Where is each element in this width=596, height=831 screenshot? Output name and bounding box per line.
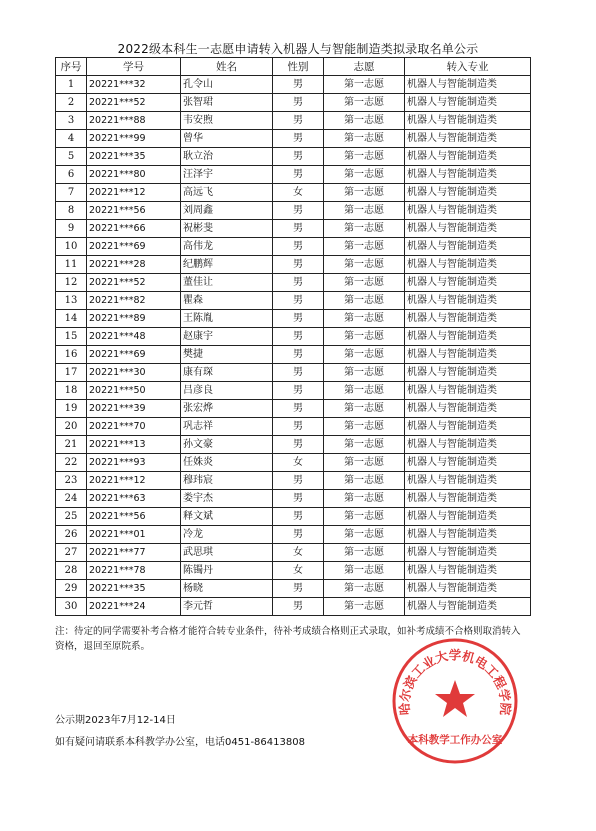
table-row <box>56 76 531 94</box>
target-major-cell: 机器人与智能制造类 <box>405 274 531 292</box>
student-id-cell: 20221***93 <box>87 454 181 472</box>
gender-cell: 男 <box>273 310 324 328</box>
table-row <box>56 130 531 148</box>
student-id-cell: 20221***56 <box>87 202 181 220</box>
preference-cell: 第一志愿 <box>324 94 405 112</box>
target-major-cell: 机器人与智能制造类 <box>405 76 531 94</box>
table-row <box>56 328 531 346</box>
row-index-cell: 29 <box>56 580 87 598</box>
preference-cell: 第一志愿 <box>324 580 405 598</box>
target-major-cell: 机器人与智能制造类 <box>405 364 531 382</box>
gender-cell: 男 <box>273 436 324 454</box>
student-name-cell: 董佳让 <box>181 274 273 292</box>
row-index-cell: 7 <box>56 184 87 202</box>
header-preference: 志愿 <box>324 58 405 76</box>
student-name-cell: 任姝炎 <box>181 454 273 472</box>
table-row <box>56 310 531 328</box>
table-row <box>56 472 531 490</box>
student-name-cell: 释文斌 <box>181 508 273 526</box>
student-name-cell: 巩志祥 <box>181 418 273 436</box>
preference-cell: 第一志愿 <box>324 166 405 184</box>
student-name-cell: 孔令山 <box>181 76 273 94</box>
gender-cell: 男 <box>273 292 324 310</box>
row-index-cell: 19 <box>56 400 87 418</box>
preference-cell: 第一志愿 <box>324 346 405 364</box>
preference-cell: 第一志愿 <box>324 76 405 94</box>
student-id-cell: 20221***13 <box>87 436 181 454</box>
gender-cell: 男 <box>273 238 324 256</box>
student-id-cell: 20221***50 <box>87 382 181 400</box>
target-major-cell: 机器人与智能制造类 <box>405 580 531 598</box>
preference-cell: 第一志愿 <box>324 202 405 220</box>
student-name-cell: 王陈胤 <box>181 310 273 328</box>
student-name-cell: 武思琪 <box>181 544 273 562</box>
gender-cell: 男 <box>273 94 324 112</box>
preference-cell: 第一志愿 <box>324 454 405 472</box>
row-index-cell: 13 <box>56 292 87 310</box>
target-major-cell: 机器人与智能制造类 <box>405 238 531 256</box>
student-id-cell: 20221***01 <box>87 526 181 544</box>
row-index-cell: 8 <box>56 202 87 220</box>
row-index-cell: 3 <box>56 112 87 130</box>
target-major-cell: 机器人与智能制造类 <box>405 454 531 472</box>
header-index: 序号 <box>56 58 87 76</box>
preference-cell: 第一志愿 <box>324 418 405 436</box>
student-name-cell: 纪鹏辉 <box>181 256 273 274</box>
student-name-cell: 刘周鑫 <box>181 202 273 220</box>
table-row <box>56 508 531 526</box>
row-index-cell: 4 <box>56 130 87 148</box>
preference-cell: 第一志愿 <box>324 526 405 544</box>
student-name-cell: 康有琛 <box>181 364 273 382</box>
preference-cell: 第一志愿 <box>324 274 405 292</box>
gender-cell: 男 <box>273 580 324 598</box>
row-index-cell: 16 <box>56 346 87 364</box>
student-name-cell: 赵康宇 <box>181 328 273 346</box>
preference-cell: 第一志愿 <box>324 382 405 400</box>
target-major-cell: 机器人与智能制造类 <box>405 328 531 346</box>
gender-cell: 男 <box>273 130 324 148</box>
table-row <box>56 562 531 580</box>
table-row <box>56 184 531 202</box>
gender-cell: 男 <box>273 112 324 130</box>
target-major-cell: 机器人与智能制造类 <box>405 472 531 490</box>
student-id-cell: 20221***70 <box>87 418 181 436</box>
preference-cell: 第一志愿 <box>324 184 405 202</box>
student-name-cell: 耿立治 <box>181 148 273 166</box>
row-index-cell: 5 <box>56 148 87 166</box>
header-name: 姓名 <box>181 58 273 76</box>
preference-cell: 第一志愿 <box>324 472 405 490</box>
gender-cell: 男 <box>273 382 324 400</box>
target-major-cell: 机器人与智能制造类 <box>405 112 531 130</box>
table-row <box>56 454 531 472</box>
student-name-cell: 孙文豪 <box>181 436 273 454</box>
student-name-cell: 娄宇杰 <box>181 490 273 508</box>
table-row <box>56 364 531 382</box>
student-name-cell: 汪泽宇 <box>181 166 273 184</box>
header-target-major: 转入专业 <box>405 58 531 76</box>
gender-cell: 男 <box>273 274 324 292</box>
table-row <box>56 238 531 256</box>
student-id-cell: 20221***80 <box>87 166 181 184</box>
table-row <box>56 526 531 544</box>
gender-cell: 男 <box>273 220 324 238</box>
student-name-cell: 韦安煦 <box>181 112 273 130</box>
target-major-cell: 机器人与智能制造类 <box>405 292 531 310</box>
target-major-cell: 机器人与智能制造类 <box>405 130 531 148</box>
preference-cell: 第一志愿 <box>324 508 405 526</box>
preference-cell: 第一志愿 <box>324 310 405 328</box>
header-student-id: 学号 <box>87 58 181 76</box>
row-index-cell: 25 <box>56 508 87 526</box>
target-major-cell: 机器人与智能制造类 <box>405 400 531 418</box>
gender-cell: 男 <box>273 418 324 436</box>
table-row <box>56 202 531 220</box>
student-name-cell: 穆玮宸 <box>181 472 273 490</box>
target-major-cell: 机器人与智能制造类 <box>405 598 531 616</box>
gender-cell: 男 <box>273 346 324 364</box>
row-index-cell: 27 <box>56 544 87 562</box>
gender-cell: 男 <box>273 328 324 346</box>
table-row <box>56 382 531 400</box>
gender-cell: 男 <box>273 526 324 544</box>
table-row <box>56 346 531 364</box>
row-index-cell: 20 <box>56 418 87 436</box>
preference-cell: 第一志愿 <box>324 256 405 274</box>
preference-cell: 第一志愿 <box>324 436 405 454</box>
table-row <box>56 220 531 238</box>
table-row <box>56 400 531 418</box>
student-id-cell: 20221***69 <box>87 238 181 256</box>
preference-cell: 第一志愿 <box>324 292 405 310</box>
target-major-cell: 机器人与智能制造类 <box>405 346 531 364</box>
table-row <box>56 580 531 598</box>
gender-cell: 女 <box>273 544 324 562</box>
student-name-cell: 李元哲 <box>181 598 273 616</box>
gender-cell: 男 <box>273 148 324 166</box>
student-name-cell: 高伟龙 <box>181 238 273 256</box>
student-name-cell: 祝彬斐 <box>181 220 273 238</box>
table-row <box>56 148 531 166</box>
row-index-cell: 2 <box>56 94 87 112</box>
target-major-cell: 机器人与智能制造类 <box>405 490 531 508</box>
preference-cell: 第一志愿 <box>324 238 405 256</box>
student-name-cell: 樊捷 <box>181 346 273 364</box>
table-row <box>56 94 531 112</box>
target-major-cell: 机器人与智能制造类 <box>405 256 531 274</box>
table-row <box>56 598 531 616</box>
student-id-cell: 20221***52 <box>87 94 181 112</box>
student-id-cell: 20221***82 <box>87 292 181 310</box>
footnote: 注：待定的同学需要补考合格才能符合转专业条件，待补考成绩合格则正式录取，如补考成绩不合格则取消转入资格，退回至原院系。 <box>55 626 521 652</box>
target-major-cell: 机器人与智能制造类 <box>405 166 531 184</box>
publicity-period: 公示期2023年7月12-14日 <box>55 715 176 726</box>
row-index-cell: 6 <box>56 166 87 184</box>
student-id-cell: 20221***39 <box>87 400 181 418</box>
gender-cell: 男 <box>273 508 324 526</box>
gender-cell: 男 <box>273 364 324 382</box>
row-index-cell: 21 <box>56 436 87 454</box>
row-index-cell: 26 <box>56 526 87 544</box>
student-name-cell: 张智珺 <box>181 94 273 112</box>
target-major-cell: 机器人与智能制造类 <box>405 202 531 220</box>
row-index-cell: 17 <box>56 364 87 382</box>
student-id-cell: 20221***69 <box>87 346 181 364</box>
official-seal-stamp <box>389 635 521 767</box>
student-name-cell: 瞿森 <box>181 292 273 310</box>
student-id-cell: 20221***99 <box>87 130 181 148</box>
gender-cell: 男 <box>273 490 324 508</box>
student-id-cell: 20221***12 <box>87 472 181 490</box>
target-major-cell: 机器人与智能制造类 <box>405 544 531 562</box>
gender-cell: 女 <box>273 184 324 202</box>
student-id-cell: 20221***35 <box>87 148 181 166</box>
preference-cell: 第一志愿 <box>324 220 405 238</box>
gender-cell: 女 <box>273 454 324 472</box>
table-row <box>56 166 531 184</box>
row-index-cell: 12 <box>56 274 87 292</box>
table-row <box>56 256 531 274</box>
gender-cell: 男 <box>273 256 324 274</box>
table-body <box>56 76 531 616</box>
svg-text:哈尔滨工业大学机电工程学院: 哈尔滨工业大学机电工程学院 <box>396 647 514 716</box>
row-index-cell: 9 <box>56 220 87 238</box>
target-major-cell: 机器人与智能制造类 <box>405 562 531 580</box>
target-major-cell: 机器人与智能制造类 <box>405 148 531 166</box>
gender-cell: 男 <box>273 76 324 94</box>
student-id-cell: 20221***66 <box>87 220 181 238</box>
preference-cell: 第一志愿 <box>324 544 405 562</box>
table-row <box>56 436 531 454</box>
row-index-cell: 30 <box>56 598 87 616</box>
preference-cell: 第一志愿 <box>324 328 405 346</box>
student-name-cell: 张宏烨 <box>181 400 273 418</box>
contact-info: 如有疑问请联系本科教学办公室，电话0451-86413808 <box>55 737 305 748</box>
student-id-cell: 20221***52 <box>87 274 181 292</box>
student-id-cell: 20221***88 <box>87 112 181 130</box>
target-major-cell: 机器人与智能制造类 <box>405 418 531 436</box>
document-title: 2022级本科生一志愿申请转入机器人与智能制造类拟录取名单公示 <box>117 42 479 56</box>
target-major-cell: 机器人与智能制造类 <box>405 94 531 112</box>
student-id-cell: 20221***77 <box>87 544 181 562</box>
student-id-cell: 20221***32 <box>87 76 181 94</box>
preference-cell: 第一志愿 <box>324 562 405 580</box>
table-row <box>56 274 531 292</box>
row-index-cell: 24 <box>56 490 87 508</box>
row-index-cell: 14 <box>56 310 87 328</box>
preference-cell: 第一志愿 <box>324 130 405 148</box>
preference-cell: 第一志愿 <box>324 490 405 508</box>
row-index-cell: 11 <box>56 256 87 274</box>
student-id-cell: 20221***30 <box>87 364 181 382</box>
student-name-cell: 吕彦良 <box>181 382 273 400</box>
row-index-cell: 23 <box>56 472 87 490</box>
gender-cell: 女 <box>273 562 324 580</box>
student-name-cell: 曾华 <box>181 130 273 148</box>
student-id-cell: 20221***56 <box>87 508 181 526</box>
preference-cell: 第一志愿 <box>324 400 405 418</box>
student-id-cell: 20221***12 <box>87 184 181 202</box>
row-index-cell: 10 <box>56 238 87 256</box>
target-major-cell: 机器人与智能制造类 <box>405 220 531 238</box>
student-id-cell: 20221***89 <box>87 310 181 328</box>
student-name-cell: 杨晓 <box>181 580 273 598</box>
target-major-cell: 机器人与智能制造类 <box>405 436 531 454</box>
preference-cell: 第一志愿 <box>324 364 405 382</box>
table-row <box>56 544 531 562</box>
header-gender: 性别 <box>273 58 324 76</box>
student-id-cell: 20221***78 <box>87 562 181 580</box>
student-name-cell: 陈镯丹 <box>181 562 273 580</box>
roster-table <box>55 57 531 616</box>
row-index-cell: 18 <box>56 382 87 400</box>
target-major-cell: 机器人与智能制造类 <box>405 508 531 526</box>
gender-cell: 男 <box>273 166 324 184</box>
row-index-cell: 1 <box>56 76 87 94</box>
target-major-cell: 机器人与智能制造类 <box>405 310 531 328</box>
gender-cell: 男 <box>273 400 324 418</box>
student-name-cell: 高远飞 <box>181 184 273 202</box>
gender-cell: 男 <box>273 202 324 220</box>
target-major-cell: 机器人与智能制造类 <box>405 382 531 400</box>
student-id-cell: 20221***24 <box>87 598 181 616</box>
table-row <box>56 112 531 130</box>
table-row <box>56 292 531 310</box>
table-row <box>56 418 531 436</box>
student-name-cell: 冷龙 <box>181 526 273 544</box>
student-id-cell: 20221***63 <box>87 490 181 508</box>
target-major-cell: 机器人与智能制造类 <box>405 184 531 202</box>
table-row <box>56 490 531 508</box>
svg-text:本科教学工作办公室: 本科教学工作办公室 <box>407 734 503 746</box>
row-index-cell: 28 <box>56 562 87 580</box>
gender-cell: 男 <box>273 472 324 490</box>
gender-cell: 男 <box>273 598 324 616</box>
student-id-cell: 20221***35 <box>87 580 181 598</box>
student-id-cell: 20221***28 <box>87 256 181 274</box>
table-header-row <box>56 58 531 76</box>
student-id-cell: 20221***48 <box>87 328 181 346</box>
preference-cell: 第一志愿 <box>324 148 405 166</box>
row-index-cell: 22 <box>56 454 87 472</box>
row-index-cell: 15 <box>56 328 87 346</box>
target-major-cell: 机器人与智能制造类 <box>405 526 531 544</box>
preference-cell: 第一志愿 <box>324 598 405 616</box>
preference-cell: 第一志愿 <box>324 112 405 130</box>
